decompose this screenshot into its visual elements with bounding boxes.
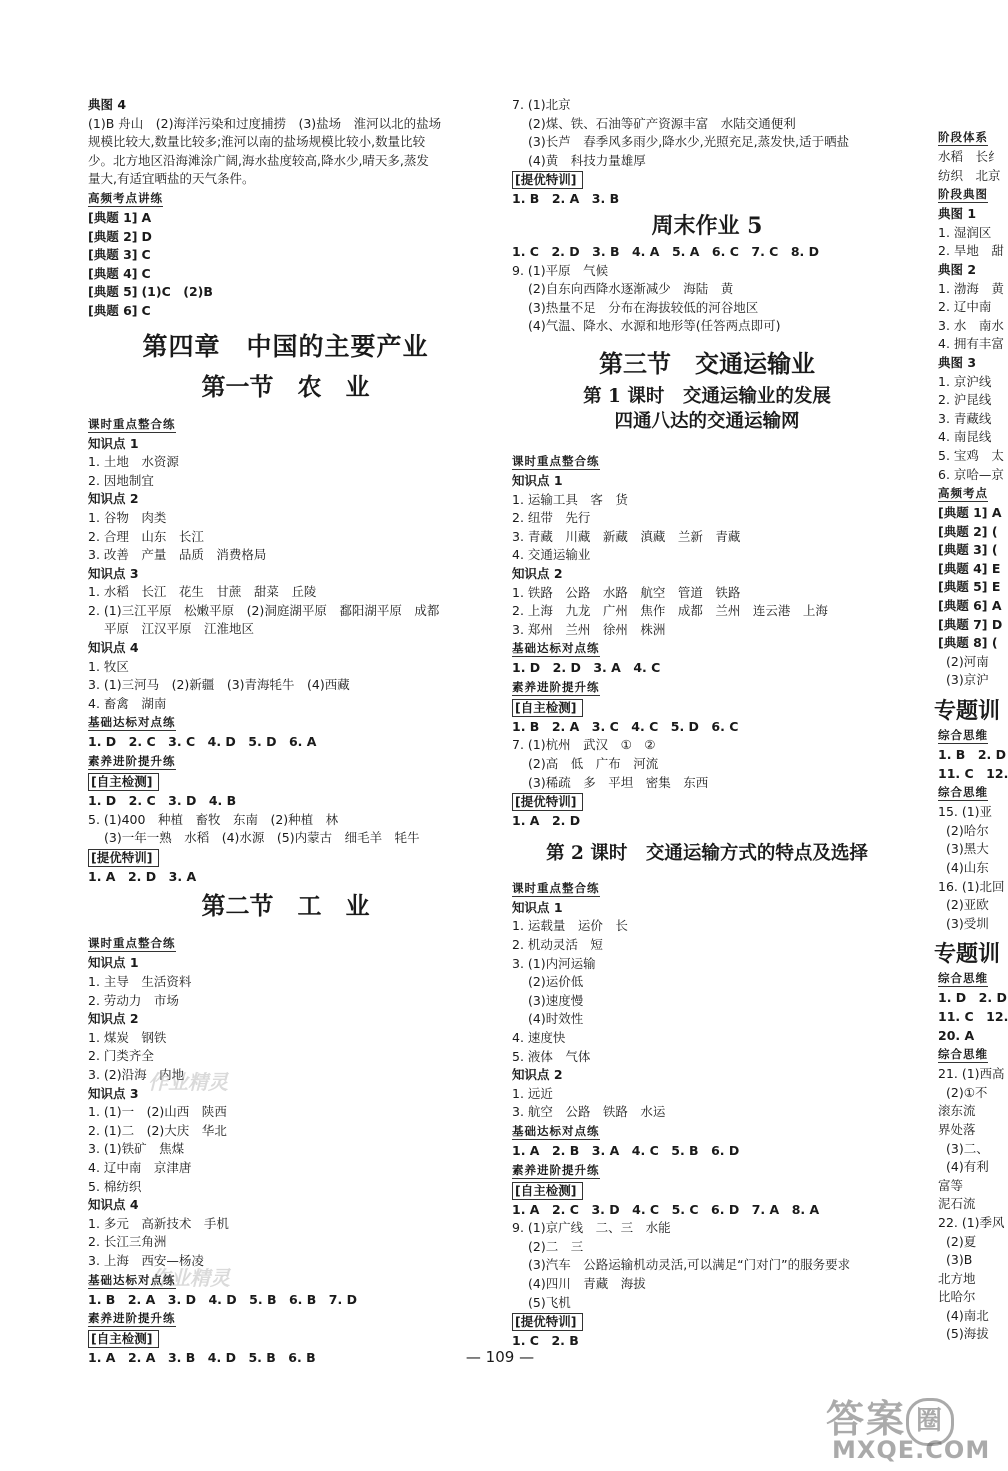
text-line: 2. 上海 九龙 广州 焦作 成都 兰州 连云港 上海 [512, 603, 828, 619]
text-line: 界处落 [938, 1121, 976, 1137]
text-line: 1. 水稻 长江 花生 甘蔗 甜菜 丘陵 [88, 584, 317, 600]
text-line: 2. 沪昆线 [938, 392, 992, 408]
text-line: 21. (1)西高 [938, 1066, 1005, 1082]
text-line: 典图 3 [938, 354, 977, 370]
text-line: 1. 京沪线 [938, 373, 992, 389]
text-line: 4. 南昆线 [938, 429, 992, 445]
text-line: (1)B 舟山 (2)海洋污染和过度捕捞 (3)盐场 淮河以北的盐场 [88, 115, 442, 131]
text-line: 知识点 1 [88, 435, 139, 451]
text-line: 4. 速度快 [512, 1030, 566, 1045]
text-line: 2. 纽带 先行 [512, 510, 591, 526]
text-line: 典图 1 [938, 206, 977, 222]
boxed-label: [自主检测] [88, 1330, 159, 1348]
chapter-title: 第四章 中国的主要产业 [142, 331, 429, 361]
boxed-label: [提优特训] [88, 849, 159, 867]
section-label: 高频考点 [938, 486, 988, 501]
text-line: 2. 辽中南 [938, 299, 992, 315]
section-label: 基础达标对点练 [512, 1123, 600, 1138]
section-label: 综合思维 [938, 785, 988, 800]
text-line: 3. 改善 产量 品质 消费格局 [88, 547, 267, 563]
text-line: 3. (1)三河马 (2)新疆 (3)青海牦牛 (4)西藏 [88, 677, 350, 693]
section-title-transport: 第三节 交通运输业 [599, 348, 815, 378]
section-label: 课时重点整合练 [512, 880, 600, 895]
text-line: 2. 因地制宜 [88, 472, 154, 488]
lesson-subtitle: 四通八达的交通运输网 [614, 410, 800, 432]
section-label: 阶段典图 [938, 187, 988, 202]
dianti-answer: C [141, 302, 151, 318]
dianti-answer: D [141, 228, 152, 244]
answer-line: 1. D 2. D [938, 990, 1007, 1006]
text-line: (3)二、 [946, 1140, 989, 1156]
text-line: 9. (1)京广线 二、三 水能 [512, 1220, 671, 1236]
answer-line: 1. D 2. C 3. C 4. D 5. D 6. A [88, 734, 317, 750]
text-line: (3)受圳 [946, 915, 989, 931]
text-line: 7. (1)北京 [512, 97, 571, 112]
section-label: 素养进阶提升练 [88, 754, 176, 769]
answer-line: 1. B 2. A 3. D 4. D 5. B 6. B 7. D [88, 1291, 357, 1307]
text-line: 3. 郑州 兰州 徐州 株洲 [512, 621, 666, 637]
lesson-title: 第 1 课时 交通运输业的发展 [583, 385, 831, 407]
text-line: 1. 渤海 黄 [938, 280, 1004, 296]
text-line: 知识点 4 [88, 640, 139, 656]
dianti-line: [典题 2] ( [938, 523, 998, 539]
text-line: 2. 门类齐全 [88, 1048, 154, 1064]
answer-line: 1. A 2. D [512, 813, 581, 829]
watermark-text: 答案 [826, 1397, 907, 1441]
answer-line: 1. B 2. A 3. C 4. C 5. D 6. C [512, 718, 739, 734]
dianti-label: [典题 6] [88, 302, 138, 318]
answer-line: 11. C 12. [938, 1008, 1008, 1024]
dianti-label: [典题 1] [88, 209, 138, 225]
text-line: 知识点 1 [88, 955, 139, 971]
text-line: 知识点 3 [88, 1085, 139, 1101]
answer-line: 1. C 2. D 3. B 4. A 5. A 6. C 7. C 8. D [512, 243, 820, 259]
text-line: (3)黑大 [946, 841, 989, 857]
answer-line: 1. A 2. A 3. B 4. D 5. B 6. B [88, 1350, 316, 1366]
text-line: 1. 主导 生活资料 [88, 974, 192, 989]
text-line: 2. (1)二 (2)大庆 华北 [88, 1122, 227, 1138]
text-line: 9. (1)平原 气候 [512, 262, 609, 278]
text-line: (2)哈尔 [946, 822, 989, 838]
text-line: 5. (1)400 种植 畜牧 东南 (2)种植 林 [88, 811, 339, 827]
text-line: 知识点 4 [88, 1197, 139, 1213]
section-label: 综合思维 [938, 1047, 988, 1062]
answer-line: 1. C 2. B [512, 1333, 579, 1349]
text-line: (2)煤、铁、石油等矿产资源丰富 水陆交通便利 [528, 115, 796, 131]
column-left [88, 96, 483, 1368]
text-line: (2)河南 [946, 653, 989, 669]
text-line: (3)热量不足 分布在海拔较低的河谷地区 [528, 299, 759, 315]
section-label: 阶段体系 [938, 130, 988, 144]
text-line: 泥石流 [938, 1196, 976, 1212]
text-line: 2. 旱地 甜 [938, 243, 1004, 259]
text-line: 3. (2)沿海 内地 [88, 1066, 185, 1082]
text-line: 5. 棉纺织 [88, 1178, 142, 1194]
text-line: 6. 京哈—京 [938, 466, 1004, 482]
answer-line: 11. C 12. [938, 765, 1008, 781]
text-line: 1. 牧区 [88, 658, 129, 674]
boxed-label: [提优特训] [512, 1313, 583, 1331]
text-line: 4. 辽中南 京津唐 [88, 1159, 192, 1175]
site-watermark-url: MXQE.COM [832, 1436, 991, 1464]
text-line: 3. 青藏 川藏 新藏 滇藏 兰新 青藏 [512, 528, 741, 544]
text-line: 2. 劳动力 市场 [88, 992, 179, 1008]
section-label: 素养进阶提升练 [88, 1311, 176, 1326]
lesson-title-2: 第 2 课时 交通运输方式的特点及选择 [546, 842, 868, 864]
section-title-agriculture: 第一节 农 业 [201, 371, 370, 401]
text-line: 2. 长江三角洲 [88, 1234, 167, 1250]
text-line: (4)黄 科技力量雄厚 [528, 152, 646, 168]
text-line: 4. 交通运输业 [512, 547, 591, 563]
text-line: 1. 运载量 运价 长 [512, 918, 628, 934]
text-line: (5)海拔 [946, 1326, 989, 1342]
text-line: 1. 土地 水资源 [88, 454, 179, 470]
text-line: (2)亚欧 [946, 897, 989, 913]
text-line: (3)长芦 春季风多雨少,降水少,光照充足,蒸发快,适于晒盐 [528, 134, 850, 150]
answer-line: 1. B 2. D [938, 747, 1006, 763]
text-line: 1. (1)一 (2)山西 陕西 [88, 1104, 227, 1120]
text-line: 1. 多元 高新技术 手机 [88, 1215, 229, 1231]
text-line: 北方地 [938, 1270, 976, 1286]
text-line: 典图 2 [938, 261, 977, 277]
answer-line: 1. A 2. B 3. A 4. C 5. B 6. D [512, 1142, 740, 1158]
text-line: 5. 宝鸡 太 [938, 447, 1004, 463]
text-line: 2. (1)三江平原 松嫩平原 (2)洞庭湖平原 鄱阳湖平原 成都 [88, 602, 440, 618]
dianti-line: [典题 3] ( [938, 542, 998, 558]
dianti-label: [典题 3] [88, 247, 138, 263]
text-line: (3)一年一熟 水稻 (4)水源 (5)内蒙古 细毛羊 牦牛 [104, 830, 420, 846]
text-line: (4)山东 [946, 860, 989, 875]
text-line: (2)二 三 [528, 1238, 584, 1254]
text-line: 1. 谷物 肉类 [88, 509, 167, 525]
text-line: 量大,有适宜晒盐的天气条件。 [88, 171, 255, 187]
dianti-line: [典题 5] E [938, 579, 1001, 595]
boxed-label: [提优特训] [512, 171, 583, 189]
text-line: 1. 煤炭 钢铁 [88, 1029, 167, 1045]
text-line: 比哈尔 [938, 1289, 976, 1305]
text-line: 22. (1)季风 [938, 1214, 1005, 1230]
text-line: 平原 江汉平原 江淮地区 [104, 621, 255, 637]
section-label: 课时重点整合练 [88, 416, 176, 431]
text-line: 富等 [938, 1177, 964, 1193]
answer-line: 1. D 2. D 3. A 4. C [512, 660, 661, 676]
section-label: 课时重点整合练 [512, 453, 600, 468]
text-line: 知识点 2 [88, 491, 139, 507]
dianti-line: [典题 6] A [938, 598, 1002, 614]
text-line: 5. 液体 气体 [512, 1048, 591, 1064]
text-line: (2)高 低 广布 河流 [528, 756, 659, 772]
dianti-line: [典题 8] ( [938, 635, 998, 651]
text-line: (2)运价低 [528, 974, 584, 990]
text-line: (3)京沪 [946, 672, 989, 688]
text-line: (4)气温、降水、水源和地形等(任答两点即可) [528, 318, 781, 334]
section-label: 综合思维 [938, 971, 988, 986]
column-right-cropped [934, 128, 1008, 1344]
text-line: (2)①不 [946, 1084, 988, 1100]
dianti-label: [典题 2] [88, 228, 138, 244]
page-number: — 109 — [465, 1348, 535, 1366]
section-label: 基础达标对点练 [88, 1272, 176, 1287]
section-title-industry: 第二节 工 业 [201, 891, 370, 921]
boxed-label: [提优特训] [512, 793, 583, 811]
text-line: 1. 铁路 公路 水路 航空 管道 铁路 [512, 584, 741, 600]
text-line: (4)时效性 [528, 1011, 584, 1027]
section-label: 素养进阶提升练 [512, 679, 600, 694]
topic-title: 专题训 [934, 941, 1001, 968]
section-label: 综合思维 [938, 728, 988, 743]
text-line: 3. 青藏线 [938, 410, 992, 426]
text-line: 4. 畜禽 湖南 [88, 695, 167, 711]
dianti-answer: C [141, 247, 151, 263]
answer-line: 1. A 2. C 3. D 4. C 5. C 6. D 7. A 8. A [512, 1201, 820, 1217]
section-label: 基础达标对点练 [512, 641, 600, 656]
text-line: (4)四川 青藏 海拔 [528, 1275, 646, 1291]
answer-line: 20. A [938, 1027, 975, 1043]
text-line: (3)速度慢 [528, 992, 584, 1008]
text-line: (4)有利 [946, 1159, 989, 1175]
watermark-circle-icon: 圈 [906, 1398, 954, 1446]
text-line: (4)南北 [946, 1307, 989, 1323]
text-line: 1. 运输工具 客 货 [512, 491, 628, 507]
text-line: 典图 4 [88, 97, 127, 112]
answer-line: 1. B 2. A 3. B [512, 191, 620, 207]
answer-line: 1. A 2. D 3. A [88, 868, 197, 884]
text-line: 知识点 2 [512, 565, 563, 581]
boxed-label: [自主检测] [88, 773, 159, 791]
dianti-line: [典题 1] A [938, 505, 1002, 521]
text-line: 15. (1)亚 [938, 804, 993, 820]
faint-watermark: 作业精灵 [148, 1070, 228, 1094]
text-line: 2. 合理 山东 长江 [88, 528, 204, 544]
section-label: 高频考点讲练 [88, 190, 163, 205]
text-line: (2)自东向西降水逐渐减少 海陆 黄 [528, 281, 734, 297]
text-line: 知识点 2 [512, 1067, 563, 1083]
text-line: 少。北方地区沿海滩涂广阔,海水盐度较高,降水少,晴天多,蒸发 [88, 152, 429, 168]
text-line: 知识点 1 [512, 472, 563, 488]
text-line: 4. 拥有丰富 [938, 336, 1004, 352]
text-line: 知识点 3 [88, 565, 139, 581]
text-line: 知识点 1 [512, 899, 563, 915]
faint-watermark: 作业精灵 [150, 1266, 230, 1290]
text-line: (3)稀疏 多 平坦 密集 东西 [528, 774, 709, 790]
text-line: (3)B [946, 1252, 973, 1268]
column-middle [512, 96, 902, 1351]
text-line: 知识点 2 [88, 1011, 139, 1027]
topic-title: 专题训 [934, 698, 1001, 725]
section-label: 课时重点整合练 [88, 936, 176, 951]
text-line: 7. (1)杭州 武汉 ① ② [512, 737, 656, 753]
text-line: (2)夏 [946, 1233, 977, 1249]
text-line: 水稻 长纟 [938, 149, 1001, 164]
text-line: 规模比较大,数量比较多;淮河以南的盐场规模比较小,数量比较 [88, 134, 426, 150]
dianti-answer: (1)C (2)B [141, 284, 213, 300]
boxed-label: [自主检测] [512, 699, 583, 717]
section-label: 素养进阶提升练 [512, 1162, 600, 1177]
text-line: 3. (1)铁矿 焦煤 [88, 1141, 185, 1157]
answer-line: 1. D 2. C 3. D 4. B [88, 793, 237, 809]
boxed-label: [自主检测] [512, 1182, 583, 1200]
text-line: 3. 上海 西安—杨凌 [88, 1252, 204, 1268]
section-label: 基础达标对点练 [88, 715, 176, 730]
text-line: (3)汽车 公路运输机动灵活,可以满足“门对门”的服务要求 [528, 1257, 851, 1273]
dianti-answer: C [141, 265, 151, 281]
dianti-answer: A [141, 209, 152, 225]
text-line: 1. 湿润区 [938, 224, 992, 240]
text-line: 16. (1)北回 [938, 878, 1005, 894]
text-line: 2. 机动灵活 短 [512, 937, 603, 953]
text-line: 1. 远近 [512, 1085, 553, 1101]
text-line: 滚东流 [938, 1103, 976, 1119]
dianti-label: [典题 4] [88, 265, 138, 281]
text-line: 3. 航空 公路 铁路 水运 [512, 1104, 666, 1120]
dianti-line: [典题 7] D [938, 616, 1003, 632]
weekend-homework-title: 周末作业 5 [651, 212, 763, 239]
text-line: 纺织 北京 [938, 167, 1001, 183]
text-line: 3. 水 南水 [938, 317, 1004, 333]
dianti-label: [典题 5] [88, 284, 138, 300]
dianti-line: [典题 4] E [938, 560, 1001, 576]
text-line: (5)飞机 [528, 1294, 571, 1310]
text-line: 3. (1)内河运输 [512, 955, 596, 971]
